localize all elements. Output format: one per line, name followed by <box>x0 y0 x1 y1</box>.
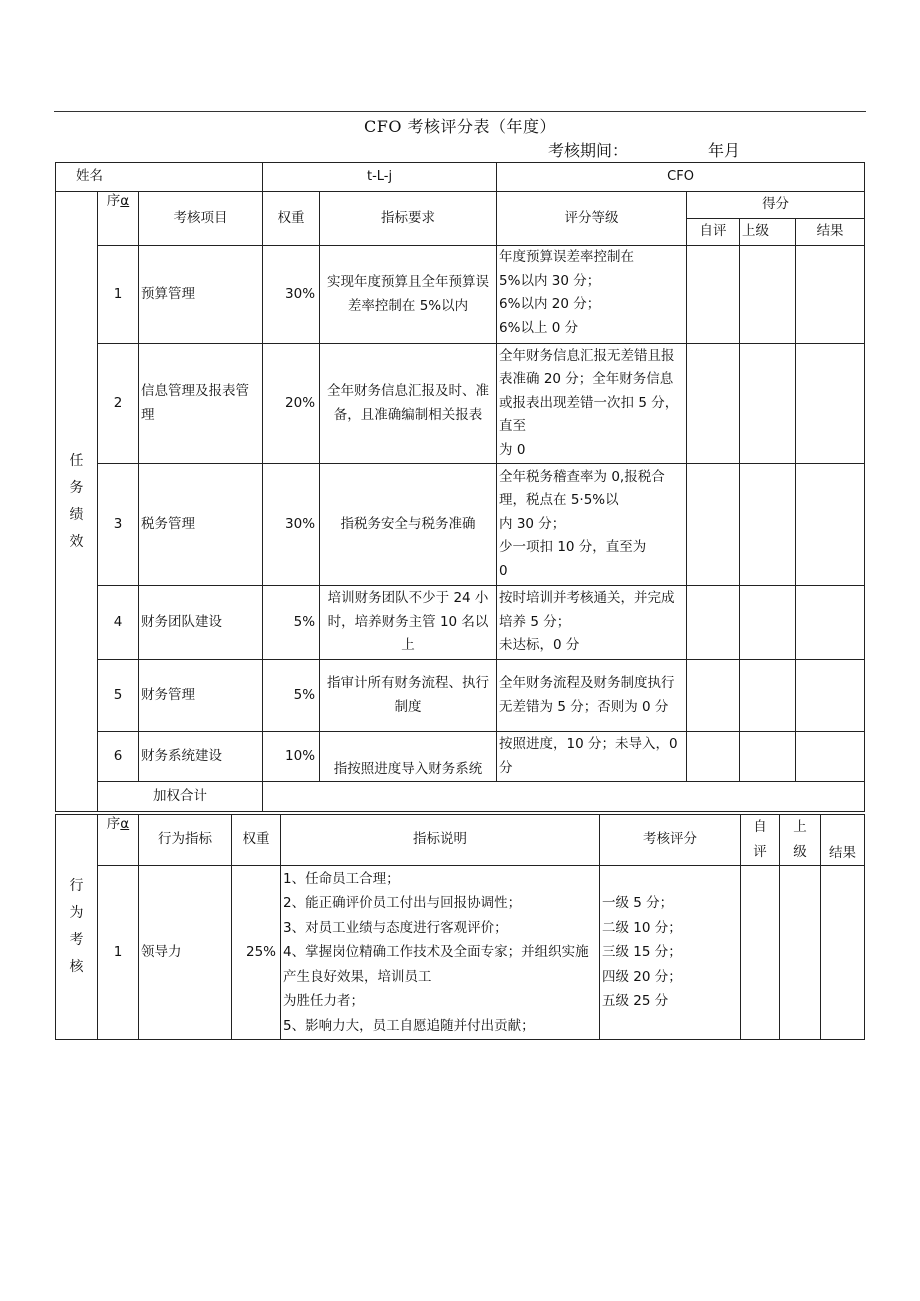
superior-score-cell[interactable] <box>740 246 796 344</box>
seq-header: 序α <box>98 192 139 246</box>
task-row <box>56 586 865 660</box>
task-row <box>56 732 865 782</box>
superior-score-cell[interactable] <box>740 732 796 782</box>
task-row <box>56 464 865 586</box>
indicator-header: 行为指标 <box>139 815 232 866</box>
self-score-cell[interactable] <box>687 246 740 344</box>
weight-header: 权重 <box>232 815 281 866</box>
grade-cell: 按时培训并考核通关，并完成培养 5 分； 未达标，0 分 <box>497 586 687 660</box>
grade-cell: 全年财务流程及财务制度执行无差错为 5 分；否则为 0 分 <box>497 660 687 732</box>
row-number: 3 <box>98 464 139 586</box>
superior-score-cell[interactable] <box>780 866 821 1040</box>
result-header: 结果 <box>821 815 865 866</box>
requirement-cell: 全年财务信息汇报及时、准备，且准确编制相关报表 <box>320 344 497 464</box>
weighted-total-label: 加权合计 <box>98 782 263 812</box>
task-row <box>56 246 865 344</box>
self-score-cell[interactable] <box>741 866 780 1040</box>
superior-score-cell[interactable] <box>740 660 796 732</box>
result-cell[interactable] <box>796 660 865 732</box>
weight-cell: 30% <box>263 246 320 344</box>
self-score-cell[interactable] <box>687 732 740 782</box>
weight-header: 权重 <box>263 192 320 246</box>
result-cell[interactable] <box>796 464 865 586</box>
self-score-cell[interactable] <box>687 660 740 732</box>
name-value: t-L-j <box>263 163 497 192</box>
weight-cell: 25% <box>232 866 281 1040</box>
result-cell[interactable] <box>796 246 865 344</box>
name-label: 姓名 <box>56 163 263 192</box>
result-cell[interactable] <box>821 866 865 1040</box>
superior-score-cell[interactable] <box>740 344 796 464</box>
item-cell: 预算管理 <box>139 246 263 344</box>
row-number: 5 <box>98 660 139 732</box>
row-number: 1 <box>98 246 139 344</box>
result-header: 结果 <box>796 219 865 246</box>
self-header: 自 评 <box>741 815 780 866</box>
item-cell: 信息管理及报表管理 <box>139 344 263 464</box>
self-score-cell[interactable] <box>687 464 740 586</box>
behavior-assessment-table <box>55 814 865 1040</box>
task-header-row <box>56 192 865 219</box>
page-title: CFO 考核评分表（年度） <box>363 117 557 136</box>
seq-header: 序α <box>98 815 139 866</box>
task-performance-table <box>55 162 865 812</box>
grade-cell: 按照进度，10 分；未导入，0 分 <box>497 732 687 782</box>
rating-header: 考核评分 <box>600 815 741 866</box>
task-side-label: 任务绩效 <box>56 192 98 812</box>
description-cell: 1、任命员工合理； 2、能正确评价员工付出与回报协调性； 3、对员工业绩与态度进行客观评价； 4、掌握岗位精确工作技术及全面专家；并组织实施产生良好效果，培训员工 为胜任力者； 5、影响力大，员工自愿追随并付出贡献； <box>281 866 600 1040</box>
row-number: 4 <box>98 586 139 660</box>
self-score-cell[interactable] <box>687 586 740 660</box>
result-cell[interactable] <box>796 344 865 464</box>
weight-cell: 5% <box>263 586 320 660</box>
superior-header: 上级 <box>740 219 796 246</box>
self-header: 自评 <box>687 219 740 246</box>
year-month-label: 年月 <box>708 141 741 160</box>
weight-cell: 5% <box>263 660 320 732</box>
superior-score-cell[interactable] <box>740 586 796 660</box>
item-cell: 税务管理 <box>139 464 263 586</box>
requirement-cell: 指按照进度导入财务系统 <box>320 732 497 782</box>
weight-cell: 30% <box>263 464 320 586</box>
weighted-total-value[interactable] <box>263 782 865 812</box>
item-cell: 财务团队建设 <box>139 586 263 660</box>
weight-cell: 20% <box>263 344 320 464</box>
item-cell: 财务系统建设 <box>139 732 263 782</box>
requirement-cell: 指审计所有财务流程、执行制度 <box>320 660 497 732</box>
requirement-cell: 培训财务团队不少于 24 小时，培养财务主管 10 名以上 <box>320 586 497 660</box>
weight-cell: 10% <box>263 732 320 782</box>
info-row <box>56 163 865 192</box>
item-cell: 财务管理 <box>139 660 263 732</box>
behavior-row <box>56 866 865 1040</box>
weighted-total-row <box>56 782 865 812</box>
description-header: 指标说明 <box>281 815 600 866</box>
rating-cell: 一级 5 分； 二级 10 分； 三级 15 分； 四级 20 分； 五级 25 分 <box>600 866 741 1040</box>
superior-header: 上 级 <box>780 815 821 866</box>
assessment-period <box>548 138 741 161</box>
score-header: 得分 <box>687 192 865 219</box>
row-number: 1 <box>98 866 139 1040</box>
requirement-cell: 指税务安全与税务准确 <box>320 464 497 586</box>
result-cell[interactable] <box>796 732 865 782</box>
behavior-side-label: 行为考核 <box>56 815 98 1040</box>
grade-header: 评分等级 <box>497 192 687 246</box>
grade-cell: 全年财务信息汇报无差错且报表准确 20 分；全年财务信息或报表出现差错一次扣 5 分，直至 为 0 <box>497 344 687 464</box>
behavior-header-row <box>56 815 865 866</box>
task-row <box>56 660 865 732</box>
grade-cell: 全年税务稽查率为 0,报税合理，税点在 5·5%以 内 30 分； 少一项扣 10 分，直至为 0 <box>497 464 687 586</box>
requirement-cell: 实现年度预算且全年预算误差率控制在 5%以内 <box>320 246 497 344</box>
requirement-header: 指标要求 <box>320 192 497 246</box>
task-row <box>56 344 865 464</box>
item-header: 考核项目 <box>139 192 263 246</box>
period-label: 考核期间： <box>548 141 629 160</box>
self-score-cell[interactable] <box>687 344 740 464</box>
indicator-cell: 领导力 <box>139 866 232 1040</box>
position-value: CFO <box>497 163 865 192</box>
header-rule <box>54 111 866 112</box>
row-number: 2 <box>98 344 139 464</box>
superior-score-cell[interactable] <box>740 464 796 586</box>
result-cell[interactable] <box>796 586 865 660</box>
grade-cell: 年度预算误差率控制在 5%以内 30 分； 6%以内 20 分； 6%以上 0 分 <box>497 246 687 344</box>
row-number: 6 <box>98 732 139 782</box>
